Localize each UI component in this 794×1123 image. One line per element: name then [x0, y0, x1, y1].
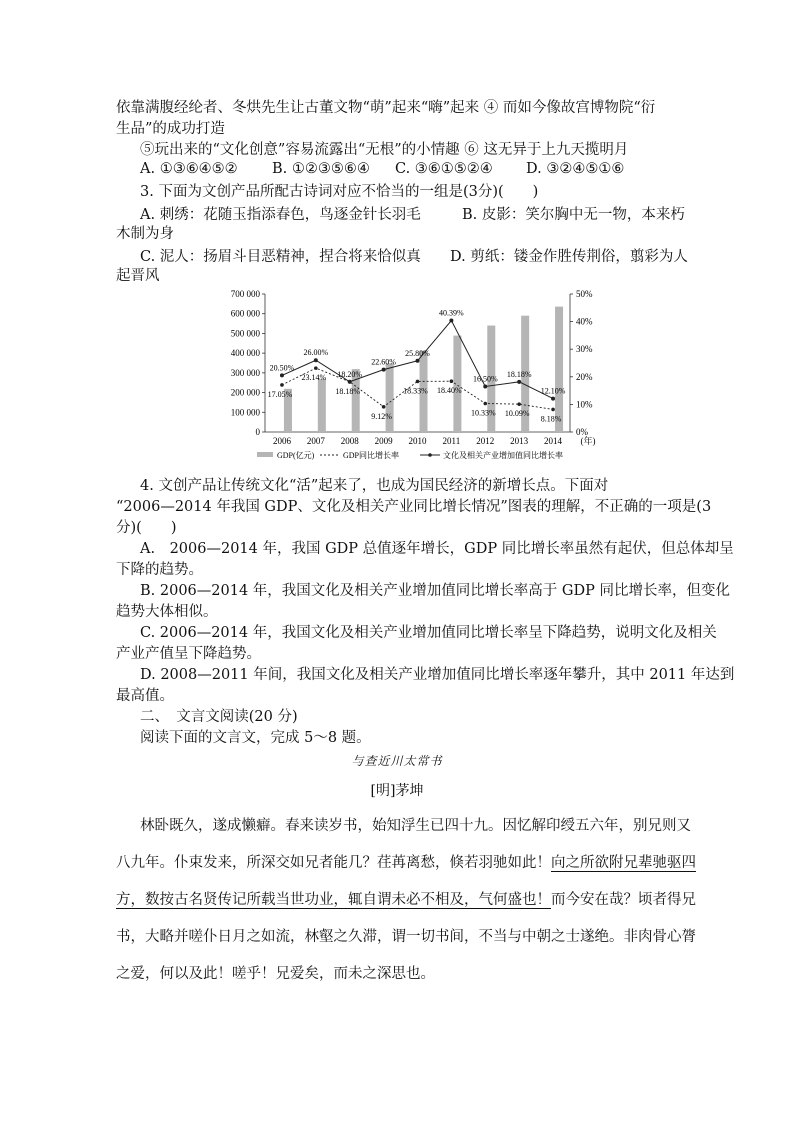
left-tick-label: 500 000	[230, 328, 260, 339]
gdp-growth-label: 10.09%	[504, 409, 530, 419]
q2-option-c: C. ③⑥①⑤②④	[395, 161, 493, 177]
culture-growth-point	[551, 397, 555, 401]
gdp-growth-point	[551, 408, 555, 412]
section-intro: 阅读下面的文言文，完成 5～8 题。	[140, 730, 371, 746]
right-tick-label: 30%	[576, 344, 593, 355]
culture-growth-label: 40.39%	[439, 308, 464, 318]
letter-line2-text: 八九年。仆束发来，所深交如兄者能几？荏苒离愁，倏若羽驰如此！	[116, 855, 551, 871]
culture-growth-label: 25.80%	[405, 348, 430, 358]
left-tick-label: 400 000	[230, 348, 260, 359]
left-tick-label: 100 000	[230, 407, 260, 418]
culture-growth-label: 26.00%	[303, 348, 329, 358]
q4-option-a-line1: A. 2006—2014 年，我国 GDP 总值逐年增长，GDP 同比增长率虽然有起伏，但总体却呈	[140, 541, 734, 557]
gdp-growth-point	[348, 380, 352, 384]
gdp-growth-point	[483, 402, 487, 406]
gdp-bar	[555, 307, 563, 432]
right-tick-label: 20%	[576, 371, 593, 382]
q3-option-d-cont: 起晋风	[116, 268, 160, 284]
culture-growth-point	[280, 373, 284, 377]
q3-option-a: A. 刺绣：花随玉指添春色，鸟逐金针长羽毛	[140, 207, 421, 223]
left-tick-label: 0	[255, 427, 260, 437]
culture-growth-label: 22.60%	[371, 357, 396, 367]
culture-growth-label: 16.50%	[472, 374, 498, 384]
gdp-bar	[318, 379, 326, 432]
letter-line2-underlined: 向之所欲附兄辈驰驱四	[551, 855, 696, 871]
q3-option-c: C. 泥人：扬眉斗目恶精神，捏合将来恰似真	[140, 249, 421, 265]
gdp-bar	[386, 363, 394, 432]
culture-growth-label: 18.18%	[506, 369, 532, 379]
q2-option-a: A. ①③⑥④⑤②	[140, 161, 238, 177]
gdp-growth-label: 9.12%	[371, 411, 392, 421]
q4-line2: “2006—2014 年我国 GDP、文化及相关产业同比增长情况”图表的理解，不正确的一项是(3	[116, 499, 712, 515]
letter-line4: 书，大略并嗟仆日月之如流，林壑之久滞，谓一切书间，不当与中朝之士遂绝。非肉骨心膂	[116, 929, 696, 945]
right-tick-label: 0%	[576, 427, 588, 437]
left-tick-label: 300 000	[230, 367, 260, 378]
culture-growth-label: 18.20%	[337, 369, 363, 379]
q3-option-b: B. 皮影：笑尔胸中无一物，本来朽	[462, 207, 685, 223]
left-tick-label: 200 000	[230, 387, 260, 398]
culture-growth-point	[416, 359, 420, 363]
culture-growth-point	[517, 380, 521, 384]
x-tick-label: 2007	[306, 436, 325, 446]
right-tick-label: 10%	[576, 399, 593, 410]
gdp-growth-point	[280, 383, 284, 387]
letter-line5: 之爱，何以及此！嗟乎！兄爱矣，而未之深思也。	[116, 966, 435, 982]
q4-line1: 4. 文创产品让传统文化“活”起来了，也成为国民经济的新增长点。下面对	[140, 478, 609, 494]
q2-option-d: D. ③②④⑤①⑥	[526, 161, 625, 177]
x-tick-label: 2014	[544, 436, 563, 446]
gdp-growth-label: 18.40%	[437, 386, 462, 396]
culture-growth-point	[314, 358, 318, 362]
section-heading: 二、 文言文阅读(20 分)	[140, 709, 298, 725]
letter-author: [明]茅坤	[370, 783, 424, 799]
right-tick-label: 50%	[576, 289, 593, 299]
gdp-growth-point	[517, 402, 521, 406]
q4-option-a-line2: 下降的趋势。	[116, 562, 203, 578]
q4-option-b-line2: 趋势大体相似。	[116, 604, 218, 620]
x-unit-label: (年)	[580, 436, 596, 446]
left-tick-label: 700 000	[230, 289, 260, 299]
q4-option-c-line1: C. 2006—2014 年，我国文化及相关产业增加值同比增长率呈下降趋势，说明文化及相关	[140, 625, 717, 641]
gdp-growth-label: 17.05%	[267, 389, 293, 399]
legend-gdp-swatch	[257, 452, 273, 457]
legend-culture-label: 文化及相关产业增加值同比增长率	[443, 451, 563, 460]
letter-line3-underlined: 方，数按古名贤传记所载当世功业，辄自谓未必不相及，气何盛也！	[116, 892, 551, 908]
legend-culture-marker	[428, 453, 432, 457]
p1-line1: 依靠满腹经纶者、冬烘先生让古董文物“萌”起来“嗨”起来 ④ 而如今像故宫博物院“衍	[116, 100, 656, 116]
left-tick-label: 600 000	[230, 308, 260, 319]
p1-line2: 生品”的成功打造	[116, 121, 225, 137]
q4-option-c-line2: 产业产值呈下降趋势。	[116, 646, 261, 662]
letter-line3-text: 而今安在哉？顷者得兄	[551, 892, 696, 908]
q2-option-b: B. ①②③⑤⑥④	[272, 161, 370, 177]
x-tick-label: 2009	[374, 436, 393, 446]
letter-line2	[116, 845, 696, 882]
gdp-growth-point	[382, 405, 386, 409]
letter-line1: 林卧既久，遂成懒癖。春来读岁书，始知浮生已四十九。因忆解印绶五六年，别兄则又	[140, 818, 691, 834]
gdp-culture-chart	[210, 284, 620, 464]
culture-growth-point	[382, 368, 386, 372]
gdp-growth-point	[416, 380, 420, 384]
letter-line3	[116, 882, 696, 919]
culture-growth-label: 12.10%	[540, 386, 566, 396]
culture-growth-label: 20.50%	[269, 363, 295, 373]
q3-stem: 3. 下面为文创产品所配古诗词对应不恰当的一组是(3分)( )	[140, 184, 539, 200]
culture-growth-point	[483, 384, 487, 388]
x-tick-label: 2010	[408, 436, 427, 446]
gdp-growth-point	[450, 379, 454, 383]
gdp-growth-label: 23.14%	[301, 373, 327, 383]
gdp-growth-point	[314, 366, 318, 370]
letter-title: 与查近川太常书	[351, 754, 443, 768]
x-tick-label: 2011	[442, 436, 461, 446]
gdp-growth-label: 10.33%	[470, 408, 496, 418]
q4-line3: 分)( )	[116, 520, 177, 536]
x-tick-label: 2006	[272, 436, 291, 446]
q4-option-b-line1: B. 2006—2014 年，我国文化及相关产业增加值同比增长率高于 GDP 同比增长率，但变化	[140, 583, 730, 599]
q3-option-d: D. 剪纸：镂金作胜传荆俗，翦彩为人	[450, 249, 688, 265]
gdp-growth-label: 8.18%	[540, 414, 562, 424]
p1-line3: ⑤玩出来的“文化创意”容易流露出“无根”的小情趣 ⑥ 这无异于上九天揽明月	[140, 142, 629, 158]
gdp-growth-label: 18.18%	[335, 386, 361, 396]
right-tick-label: 40%	[576, 316, 593, 327]
q4-option-d-line1: D. 2008—2011 年间，我国文化及相关产业增加值同比增长率逐年攀升，其中 2011 年达到	[140, 667, 735, 683]
x-tick-label: 2008	[340, 436, 359, 446]
legend-gdp-label: GDP(亿元)	[277, 451, 315, 460]
gdp-growth-label: 18.33%	[403, 386, 428, 396]
culture-growth-point	[449, 319, 453, 323]
x-tick-label: 2012	[476, 436, 495, 446]
legend-gdp-growth-label: GDP同比增长率	[343, 451, 400, 460]
x-tick-label: 2013	[510, 436, 529, 446]
q3-option-b-cont: 木制为身	[116, 226, 174, 242]
q4-option-d-line2: 最高值。	[116, 688, 174, 704]
